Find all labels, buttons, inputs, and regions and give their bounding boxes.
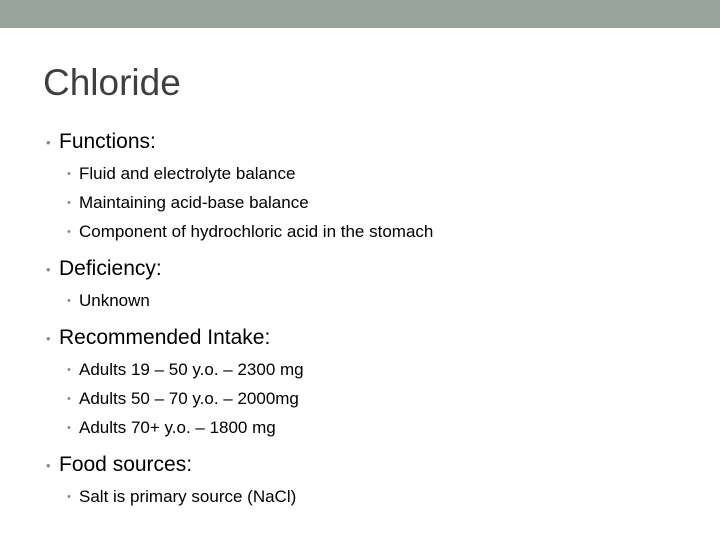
bullet-icon: • [67,226,71,238]
section-functions [0,128,720,246]
list-item: Component of hydrochloric acid in the stomach [79,222,434,241]
section-heading: Deficiency: [59,257,162,280]
bullet-icon: • [67,295,71,307]
section-heading: Food sources: [59,453,193,476]
bullet-level1 [0,128,720,156]
list-item: Adults 70+ y.o. – 1800 mg [79,418,276,437]
slide-content [0,128,720,520]
bullet-level2 [0,384,720,413]
section-food-sources [0,451,720,511]
bullet-icon: • [67,393,71,405]
bullet-level2 [0,286,720,315]
bullet-level2 [0,188,720,217]
section-deficiency [0,255,720,315]
bullet-icon: • [46,331,51,346]
list-item: Fluid and electrolyte balance [79,164,296,183]
slide-title: Chloride [43,62,181,103]
bullet-level2 [0,482,720,511]
bullet-icon: • [46,458,51,473]
section-recommended-intake [0,324,720,442]
list-item: Unknown [79,291,150,310]
top-accent-band [0,0,720,28]
bullet-icon: • [67,197,71,209]
section-heading: Functions: [59,130,156,153]
bullet-level2 [0,355,720,384]
bullet-level2 [0,413,720,442]
bullet-icon: • [67,422,71,434]
bullet-level1 [0,255,720,283]
list-item: Adults 19 – 50 y.o. – 2300 mg [79,360,304,379]
bullet-level2 [0,217,720,246]
list-item: Adults 50 – 70 y.o. – 2000mg [79,389,299,408]
bullet-icon: • [67,491,71,503]
list-item: Maintaining acid-base balance [79,193,309,212]
bullet-icon: • [67,364,71,376]
bullet-level2 [0,159,720,188]
section-heading: Recommended Intake: [59,326,271,349]
bullet-level1 [0,451,720,479]
bullet-level1 [0,324,720,352]
bullet-icon: • [67,168,71,180]
bullet-icon: • [46,262,51,277]
bullet-icon: • [46,135,51,150]
list-item: Salt is primary source (NaCl) [79,487,297,506]
